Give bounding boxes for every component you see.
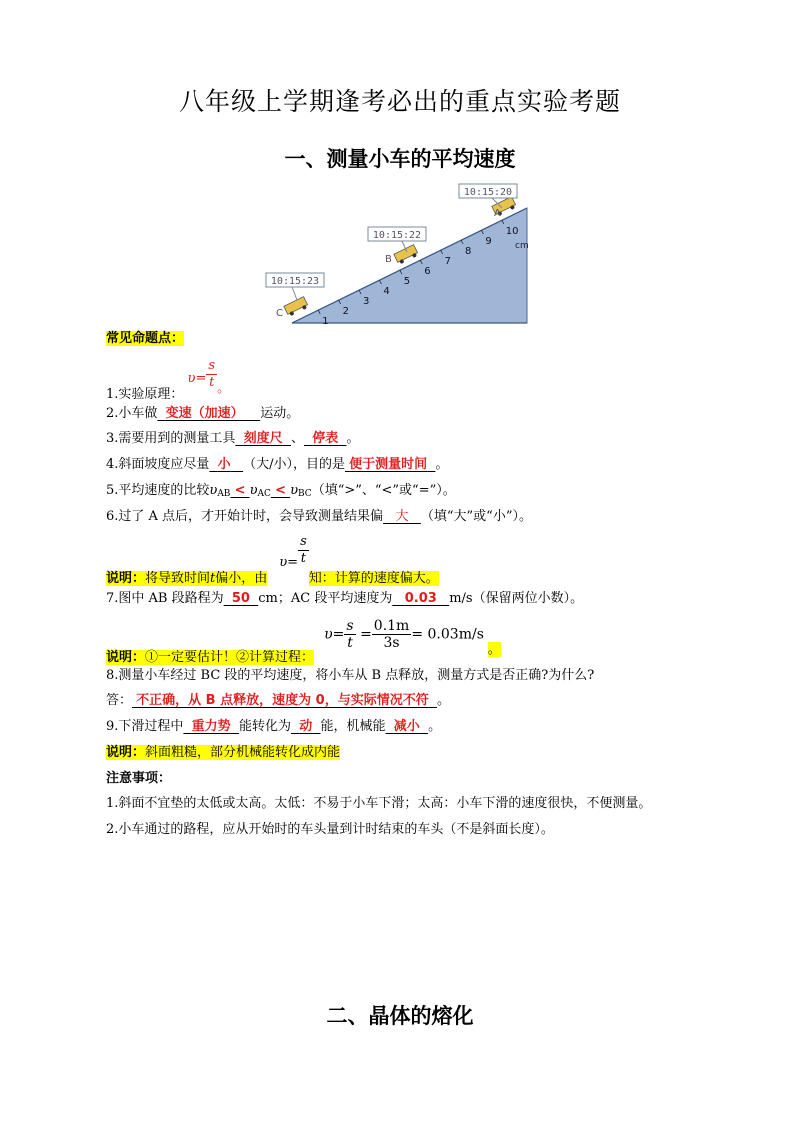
q1-formula: $\frac{s}{t}$	[208, 358, 216, 390]
clock-c: 10:15:23	[270, 276, 320, 287]
note6: 说明：将导致时间t偏小，由υ= $\frac{s}{t}$ 知：计算的速度偏大。	[106, 534, 439, 586]
q5: 5.平均速度的比较$\upsilon_{AB} < \upsilon_{AC} < \upsilon_{BC}$（填“>”、“<”或“=”）。	[106, 483, 456, 499]
key-points-label: 常见命题点：	[106, 331, 185, 346]
ruler-tick-label: 10	[505, 226, 519, 237]
q2: 2.小车做 变速（加速） 运动。	[106, 406, 300, 421]
label-b: B	[385, 254, 392, 265]
q1: 1.实验原理： υ= $\frac{s}{t}$ 。	[106, 358, 231, 402]
label-c: C	[276, 308, 283, 319]
note9: 说明：斜面粗糙，部分机械能转化成内能	[106, 745, 341, 760]
ruler-tick-label: 8	[465, 246, 472, 257]
ruler-tick-label: 1	[322, 316, 329, 325]
ruler-tick-label: 9	[485, 236, 492, 247]
attention-label: 注意事项：	[106, 771, 172, 786]
q7: 7.图中 AB 段路程为 50 cm；AC 段平均速度为 0.03 m/s（保留两位小数）。	[106, 591, 584, 606]
label-a: A	[494, 208, 501, 219]
cart-b-icon	[394, 245, 419, 265]
q3: 3.需要用到的测量工具 刻度尺 、 停表 。	[106, 431, 360, 446]
attention-1: 1.斜面不宜垫的太低或太高。太低：不易于小车下滑；太高：小车下滑的速度很快，不便测量。	[106, 796, 652, 811]
clock-a: 10:15:20	[463, 187, 513, 198]
q4: 4.斜面坡度应尽量 小 （大/小），目的是 便于测量时间 。	[106, 457, 449, 472]
section-heading-1: 一、测量小车的平均速度	[284, 147, 516, 171]
ruler-tick-label: 7	[444, 256, 451, 267]
unit-label: cm	[515, 241, 529, 251]
incline-figure	[262, 180, 542, 325]
section-heading-2: 二、晶体的熔化	[326, 1004, 474, 1028]
q6: 6.过了 A 点后，才开始计时，会导致测量结果偏 大 （填“大”或“小”）。	[106, 509, 532, 524]
ruler-tick-label: 3	[363, 296, 370, 307]
ruler-tick-label: 6	[424, 266, 431, 277]
q9: 9.下滑过程中 重力势 能转化为 动 能，机械能 减小 。	[106, 719, 442, 734]
page-title: 八年级上学期逢考必出的重点实验考题	[178, 87, 621, 116]
clock-b: 10:15:22	[372, 230, 422, 241]
note7: 说明：①一定要估计！②计算过程： υ= $\frac{s}{t}$ = $\frac{0.1m}{3s}$ = 0.03m/s。	[106, 618, 501, 665]
ruler-tick-label: 2	[342, 306, 349, 317]
a8: 答： 不正确，从 B 点释放，速度为 0，与实际情况不符 。	[106, 693, 450, 708]
attention-2: 2.小车通过的路程，应从开始时的车头量到计时结束的车头（不是斜面长度）。	[106, 822, 554, 837]
q8: 8.测量小车经过 BC 段的平均速度，将小车从 B 点释放，测量方式是否正确?为什么?	[106, 668, 595, 683]
ruler-tick-label: 4	[383, 286, 390, 297]
ruler-tick-label: 5	[403, 276, 411, 287]
